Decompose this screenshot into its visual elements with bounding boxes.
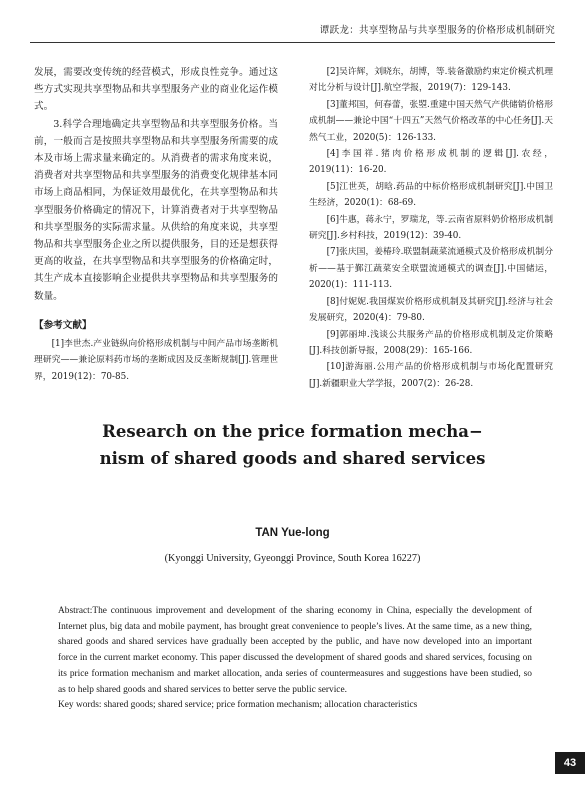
- reference-item: [6]牛惠，蒋永宁，罗瑞龙，等.云南省原料奶价格形成机制研究[J].乡村科技，2019(12)：39-40.: [309, 214, 553, 242]
- running-header: 谭跃龙：共享型物品与共享型服务的价格形成机制研究: [319, 25, 555, 36]
- reference-item: [10]游海丽.公用产品的价格形成机制与市场化配置研究[J].新疆职业大学学报，2007(2)：26-28.: [309, 362, 553, 389]
- page-number: 43: [555, 752, 585, 774]
- body-paragraph-2: 3.科学合理地确定共享型物品和共享型服务价格。当前，一般而言是按照共享型物品和共享型服务所需要的成本及市场上需求量来确定的。从消费者的需求角度来说，消费者对共享型物品和共享型服务的消费变化规律基本同市场上商品相同，为保证效用最优化，在共享型物品和共享型服务价格确定的情况下，计算消费者对于共享型物品和共享型服务的实际需求量。从供给的角度来说，共享型物品和共享型服务企业之所以提供服务，目的还是想获得更高的收益，在共享型物品和共享型服务的价格确定时，其生产成本直接影响企业提供共享型物品和共享型服务的数量。: [34, 118, 278, 302]
- author-affiliation: (Kyonggi University, Gyeonggi Province, South Korea 16227): [164, 553, 421, 564]
- left-column: [34, 64, 278, 385]
- body-paragraph-1: 发展，需要改变传统的经营模式，形成良性竞争。通过这些方式实现共享型物品和共享型服务产业的商业化运作模式。: [34, 67, 278, 113]
- keywords-text: Key words: shared goods; shared service; price formation mechanism; allocation characteristics: [58, 700, 418, 711]
- abstract-text: Abstract:The continuous improvement and development of the sharing economy in China, especially the development of Internet plus, big data and mobile payment, has brought great convenience to people’s lives. At the same time, as a new thing, shared goods and shared services have gradually been accepted by the public, and have now developed into an important force in the current market economy. This paper discussed the development of shared goods and shared services, focusing on its price formation mechanism and market allocation, anda series of countermeasures and suggestions have been studied, so as to help shared goods and shared services to better serve the public service.: [58, 606, 532, 695]
- abstract-block: [58, 604, 532, 714]
- reference-item: [4]李国祥.猪肉价格形成机制的逻辑[J].农经，2019(11)：16-20.: [309, 149, 553, 176]
- reference-item: [3]董邦国，何春蕾，张曌.重建中国天然气产供储销价格形成机制——兼论中国“十四五”天然气价格改革的中心任务[J].天然气工业，2020(5)：126-133.: [309, 99, 553, 143]
- reference-item: [2]吴许辉，刘晓东，胡博，等.装备激励约束定价模式机理对比分析与设计[J].航空学报，2019(7)：129-143.: [309, 67, 553, 94]
- right-column: [309, 64, 553, 392]
- author-name: TAN Yue-long: [255, 527, 330, 539]
- english-title-line-2: nism of shared goods and shared services: [99, 449, 486, 468]
- english-title-line-1: Research on the price formation mecha−: [102, 422, 483, 441]
- reference-item: [7]张庆国，姜椿玲.联盟制蔬菜流通模式及价格形成机制分析——基于鄞江蔬菜安全联盟流通模式的调查[J].中国储运，2020(1)：111-113.: [309, 247, 553, 291]
- header-rule: [30, 42, 555, 43]
- reference-item: [9]郭丽坤.浅谈公共服务产品的价格形成机制及定价策略[J].科技创新导报，2008(29)：165-166.: [309, 329, 553, 356]
- reference-item: [5]江世英，胡晗.药品的中标价格形成机制研究[J].中国卫生经济，2020(1)：68-69.: [309, 181, 553, 209]
- references-heading: 【参考文献】: [34, 319, 92, 331]
- english-title: [0, 418, 585, 472]
- reference-item: [8]付妮妮.我国煤炭价格形成机制及其研究[J].经济与社会发展研究，2020(4)：79-80.: [309, 296, 553, 324]
- reference-item: [1]李世杰.产业链纵向价格形成机制与中间产品市场垄断机理研究——兼论原料药市场的垄断成因及反垄断规制[J].管理世界，2019(12)：70-85.: [34, 339, 278, 382]
